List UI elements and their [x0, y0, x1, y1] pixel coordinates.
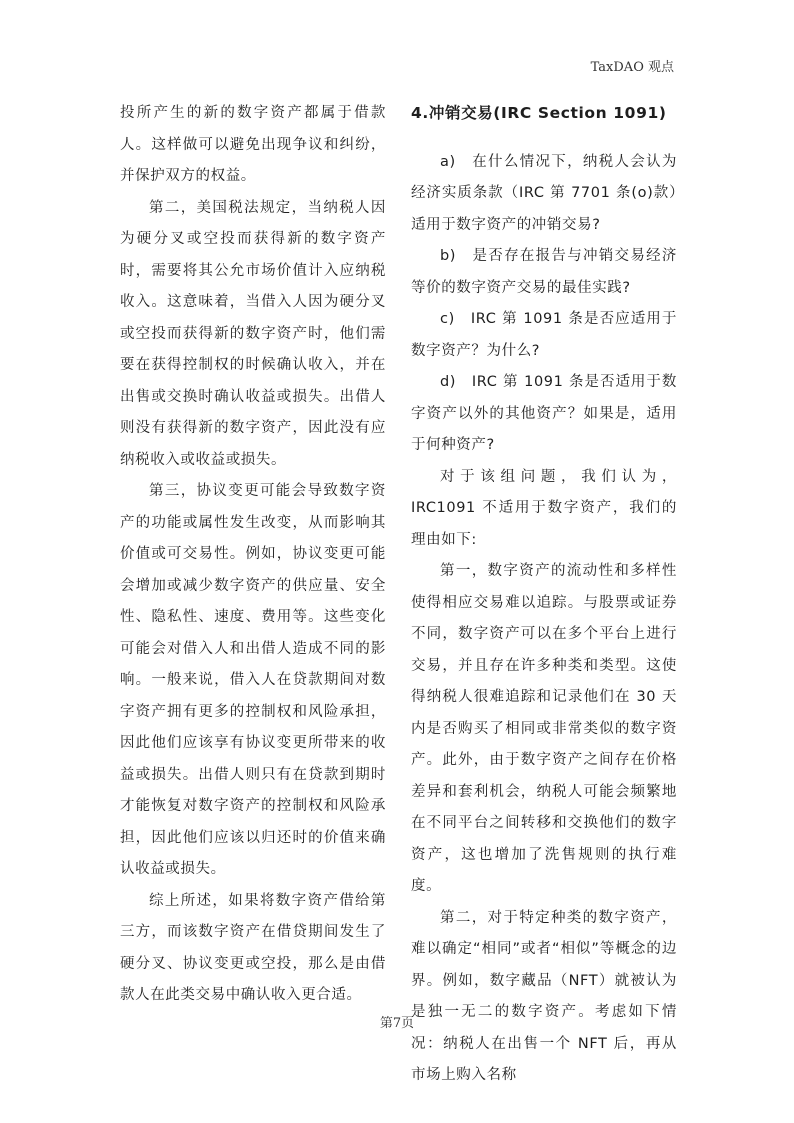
left-column: [120, 98, 386, 1012]
right-paragraph-answer: 对于该组问题，我们认为，IRC1091 不适用于数字资产，我们的理由如下:: [411, 468, 677, 548]
left-paragraph-3: 第三，协议变更可能会导致数字资产的功能或属性发生改变，从而影响其价值或可交易性。例如，协议变更可能会增加或减少数字资产的供应量、安全性、隐私性、速度、费用等。这些变化可能会对借入人和出借人造成不同的影响。一般来说，借入人在贷款期间对数字资产拥有更多的控制权和风险承担，因此他们应该享有协议变更所带来的收益或损失。出借人则只有在贷款到期时才能恢复对数字资产的控制权和风险承担，因此他们应该以归还时的价值来确认收益或损失。: [120, 483, 386, 877]
section-heading: 4.冲销交易(IRC Section 1091): [411, 104, 667, 122]
question-d: d) IRC 第 1091 条是否适用于数字资产以外的其他资产？如果是，适用于何种资产?: [411, 374, 677, 453]
page-header: TaxDAO 观点: [590, 60, 674, 75]
right-column: [411, 98, 677, 1092]
left-paragraph-1: 投所产生的新的数字资产都属于借款人。这样做可以避免出现争议和纠纷，并保护双方的权益。: [120, 105, 386, 184]
question-c: c) IRC 第 1091 条是否应适用于数字资产？为什么?: [411, 311, 677, 359]
right-paragraph-first: 第一，数字资产的流动性和多样性使得相应交易难以追踪。与股票或证券不同，数字资产可以在多个平台上进行交易，并且存在许多种类和类型。这使得纳税人很难追踪和记录他们在 30 天内是否购买了相同或非常类似的数字资产。此外，由于数字资产之间存在价格差异和套利机会，纳税人可能会频繁地在不同平台之间转移和交换他们的数字资产，这也增加了洗售规则的执行难度。: [411, 563, 677, 894]
left-paragraph-4: 综上所述，如果将数字资产借给第三方，而该数字资产在借贷期间发生了硬分叉、协议变更或空投，那么是由借款人在此类交易中确认收入更合适。: [120, 892, 386, 1003]
page-number: 第7页: [379, 1016, 415, 1031]
right-paragraph-second: 第二，对于特定种类的数字资产，难以确定“相同”或者“相似”等概念的边界。例如，数字藏品（NFT）就被认为是独一无二的数字资产。考虑如下情况：纳税人在出售一个 NFT 后，再从市场上购入名称: [411, 909, 677, 1083]
left-paragraph-2: 第二，美国税法规定，当纳税人因为硬分叉或空投而获得新的数字资产时，需要将其公允市场价值计入应纳税收入。这意味着，当借入人因为硬分叉或空投而获得新的数字资产时，他们需要在获得控制权的时候确认收入，并在出售或交换时确认收益或损失。出借人则没有获得新的数字资产，因此没有应纳税收入或收益或损失。: [120, 199, 386, 468]
question-a: a) 在什么情况下，纳税人会认为经济实质条款（IRC 第 7701 条(o)款）适用于数字资产的冲销交易?: [411, 153, 677, 233]
question-b: b) 是否存在报告与冲销交易经济等价的数字资产交易的最佳实践?: [411, 248, 677, 296]
